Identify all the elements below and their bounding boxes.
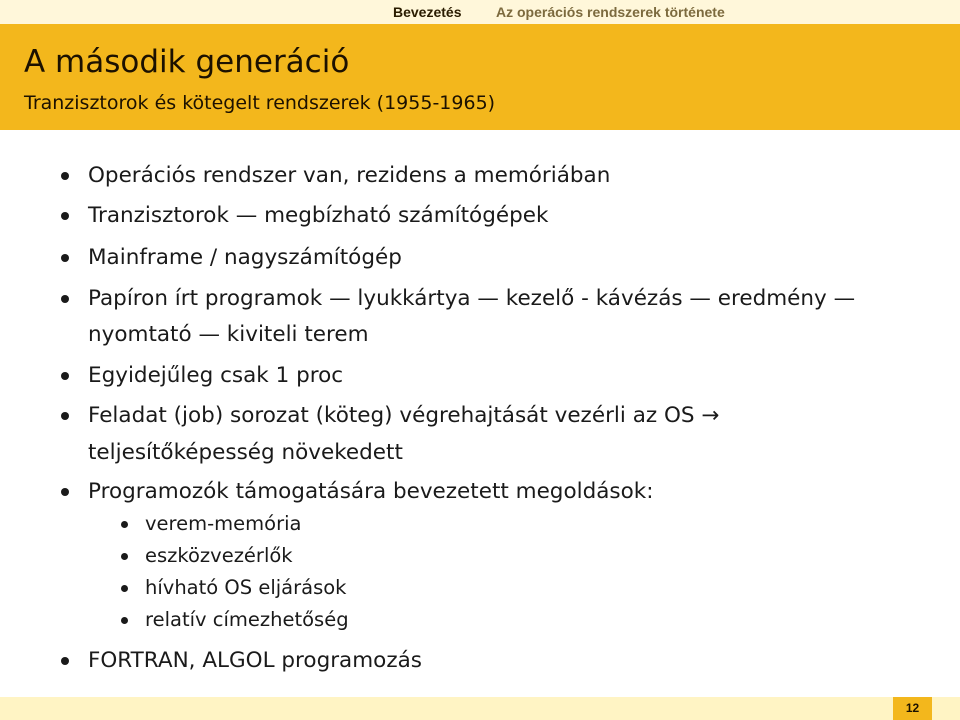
bullet-item: Tranzisztorok — megbízható számítógépek xyxy=(88,198,548,234)
bullet-item: Feladat (job) sorozat (köteg) végrehajtását vezérli az OS → xyxy=(88,398,719,434)
bullet-item: Operációs rendszer van, rezidens a memóriában xyxy=(88,158,610,194)
sub-bullet-item: hívható OS eljárások xyxy=(145,573,346,603)
bullet-item: Programozók támogatására bevezetett megoldások: xyxy=(88,474,653,510)
bullet-text: nyomtató — kiviteli terem xyxy=(88,322,369,347)
navigation-bar xyxy=(0,0,960,24)
bullet-item-continuation xyxy=(88,317,369,353)
nav-section-bevezetes[interactable]: Bevezetés xyxy=(393,4,462,20)
sub-bullet-item: eszközvezérlők xyxy=(145,541,293,571)
bullet-item: Mainframe / nagyszámítógép xyxy=(88,240,402,276)
sub-bullet-item: relatív címezhetőség xyxy=(145,605,349,635)
slide-subtitle: Tranzisztorok és kötegelt rendszerek (1955-1965) xyxy=(24,92,496,114)
bullet-item: Papíron írt programok — lyukkártya — kezelő - kávézás — eredmény — xyxy=(88,281,855,317)
nav-section-history[interactable]: Az operációs rendszerek története xyxy=(496,4,725,20)
bullet-item-continuation xyxy=(88,435,403,471)
slide-title: A második generáció xyxy=(24,44,350,80)
footer-bar xyxy=(0,697,960,720)
sub-bullet-item: verem-memória xyxy=(145,509,301,539)
bullet-text: teljesítőképesség növekedett xyxy=(88,440,403,465)
bullet-item: FORTRAN, ALGOL programozás xyxy=(88,643,422,679)
page-number: 12 xyxy=(893,697,932,720)
bullet-item: Egyidejűleg csak 1 proc xyxy=(88,358,343,394)
